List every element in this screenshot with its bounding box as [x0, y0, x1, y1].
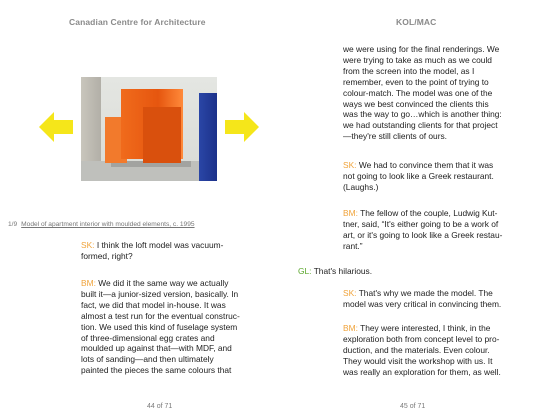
- text-line: remember, even to the point of trying to: [343, 76, 489, 87]
- text-line: art, or it's going to look like a Greek restau-: [343, 229, 503, 240]
- text-line: colour-match. The model was one of the: [343, 87, 493, 98]
- paragraph: [81, 240, 271, 262]
- speaker-label: BM:: [343, 208, 358, 218]
- text-line: duction, and the materials. Even colour.: [343, 344, 490, 355]
- caption-number: 1/9: [8, 221, 18, 228]
- paragraph: [343, 288, 555, 310]
- text-line: almost a test run for the eventual construc-: [81, 310, 240, 321]
- text-line: of three-dimensional egg crates and: [81, 332, 215, 343]
- arrow-left-icon[interactable]: [37, 108, 75, 146]
- text-line: were trying to take as much as we could: [343, 54, 492, 65]
- text-line: rant.”: [343, 240, 363, 251]
- paragraph: [343, 208, 555, 252]
- speaker-label: SK:: [343, 160, 357, 170]
- text-line: moulded up against that—with MDF, and: [81, 343, 232, 354]
- text-line: That's hilarious.: [313, 266, 373, 276]
- text-line: ways we best convinced the clients this: [343, 98, 489, 109]
- text-line: —they're still clients of ours.: [343, 131, 447, 142]
- paragraph: [343, 44, 555, 142]
- text-line: We had to convince them that it was: [358, 160, 494, 170]
- left-page-number: 44 of 71: [147, 403, 173, 410]
- left-page-header: Canadian Centre for Architecture: [69, 17, 206, 27]
- right-page: [280, 0, 560, 420]
- text-line: was the way to go…which is another thing:: [343, 109, 502, 120]
- text-line: lots of sanding—and then ultimately: [81, 354, 214, 365]
- figure-caption[interactable]: [8, 221, 195, 228]
- caption-text[interactable]: Model of apartment interior with moulded elements, c. 1995: [21, 221, 195, 228]
- text-line: tner, said, “It's either going to be a work of: [343, 218, 499, 229]
- text-line: model was very critical in convincing them.: [343, 298, 502, 309]
- text-line: (Laughs.): [343, 181, 379, 192]
- paragraph: [298, 266, 548, 277]
- speaker-label: GL:: [298, 266, 312, 276]
- text-line: was really an exploration for them, as well.: [343, 366, 501, 377]
- text-line: exploration both from concept level to pro-: [343, 333, 500, 344]
- text-line: That's why we made the model. The: [358, 288, 493, 298]
- speaker-label: BM:: [81, 278, 96, 288]
- paragraph: [343, 323, 555, 378]
- speaker-label: SK:: [343, 288, 357, 298]
- text-line: painted the pieces the same colours that: [81, 365, 232, 376]
- speaker-label: SK:: [81, 240, 95, 250]
- right-page-header: KOL/MAC: [396, 17, 437, 27]
- text-line: The fellow of the couple, Ludwig Kut-: [360, 208, 498, 218]
- right-page-number: 45 of 71: [400, 403, 426, 410]
- arrow-right-icon[interactable]: [223, 108, 261, 146]
- model-photo: [81, 77, 217, 181]
- text-line: we were using for the final renderings. We: [343, 44, 500, 54]
- speaker-label: BM:: [343, 323, 358, 333]
- text-line: formed, right?: [81, 250, 133, 261]
- paragraph: [343, 160, 555, 193]
- text-line: I think the loft model was vacuum-: [96, 240, 224, 250]
- paragraph: [81, 278, 273, 376]
- text-line: fact, we did that model in-house. It was: [81, 299, 226, 310]
- text-line: from the screen into the model, as I: [343, 65, 475, 76]
- text-line: They would visit the workshop with us. It: [343, 355, 493, 366]
- text-line: built it—a junior-sized version, basically. In: [81, 288, 239, 299]
- text-line: We did it the same way we actually: [98, 278, 229, 288]
- text-line: not going to look like a Greek restaurant.: [343, 170, 494, 181]
- text-line: They were interested, I think, in the: [360, 323, 491, 333]
- text-line: tion. We used this kind of fuselage system: [81, 321, 238, 332]
- text-line: we had outstanding clients for that project: [343, 120, 498, 131]
